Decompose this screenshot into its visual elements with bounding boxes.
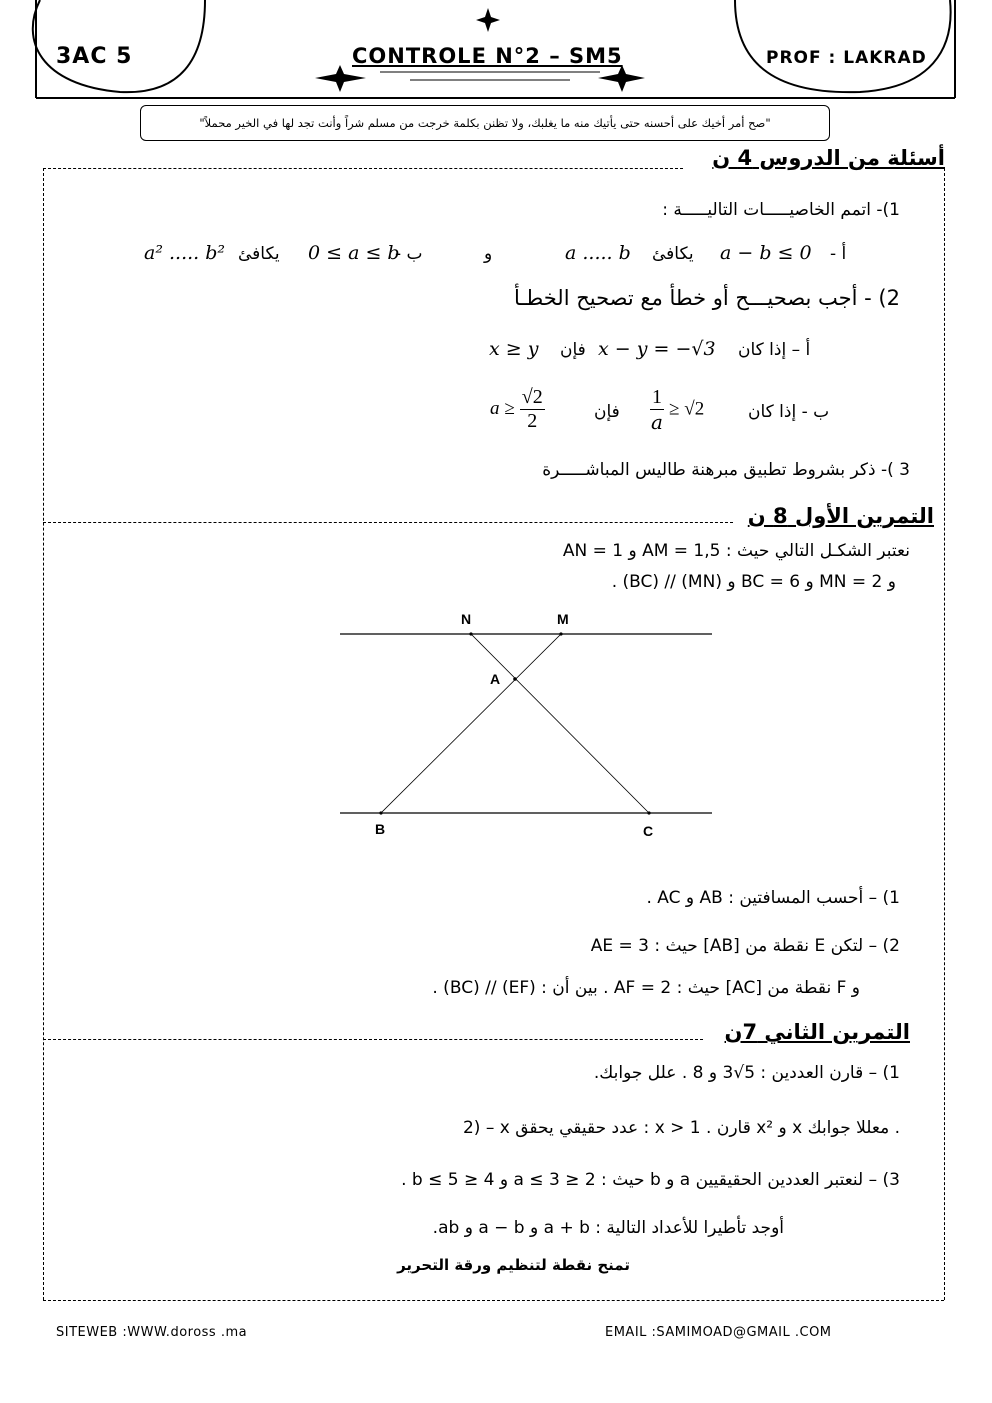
s1-q1a-label: أ - (830, 244, 847, 264)
s3-q3b: أوجد تأطيرا للأعداد التالية : a + b و a − b و ab. (432, 1218, 784, 1238)
point-N (469, 632, 472, 635)
point-C (647, 811, 650, 814)
s1-q2b-cond-den: a (651, 410, 663, 434)
s1-q1b-word: يكافئ (238, 244, 280, 264)
segment-MB (381, 634, 561, 813)
footer-site: SITEWEB :WWW.doross .ma (56, 1325, 248, 1340)
s1-q2: 2) - أجب بصحيـــح أو خطأ مع تصحيح الخطـأ (513, 286, 900, 310)
s1-q2b-then: فإن (594, 402, 620, 422)
s1-q3: 3 )- ذكر بشروط تطبيق مبرهنة طاليس المباشـــــرة (542, 460, 910, 480)
s1-q2a-cond: x − y = −√3 (598, 338, 716, 360)
s1-q2b-res-den: 2 (527, 410, 538, 432)
s2-intro2: و MN = 2 و BC = 6 و (MN) // (BC) . (611, 572, 896, 592)
s1-q2b-res-a: a ≥ (490, 398, 515, 419)
s1-q2a-label: أ – إذا كان (738, 340, 811, 360)
frame-bottom (43, 1300, 944, 1301)
s1-q2a-then: فإن (560, 340, 586, 360)
label-B: B (375, 821, 386, 837)
frame-right (944, 168, 945, 1300)
s2-q2b: و F نقطة من [AC] حيث : AF = 2 . بين أن : (EF) // (BC) . (432, 978, 860, 998)
geometry-figure (330, 605, 730, 845)
segment-NC (471, 634, 649, 813)
s1-q1a-word: يكافئ (652, 244, 694, 264)
s1-q1b-math1: 0 ≤ a ≤ b (308, 242, 400, 264)
s3-note: تمنح نقطة لتنظيم ورقة التحرير (397, 1256, 630, 1274)
section1-title: أسئلة من الدروس 4 ن (712, 146, 945, 170)
point-B (379, 811, 382, 814)
teacher-name: PROF : LAKRAD (766, 48, 927, 68)
label-C: C (643, 823, 654, 839)
s1-q1b-math2: a² ..... b² (144, 242, 226, 264)
label-N: N (461, 611, 472, 627)
section2-title: التمرين الأول 8 ن (747, 504, 934, 528)
s2-q1: 1) – أحسب المسافتين : AB و AC . (646, 888, 900, 908)
s1-q2b-cond (650, 386, 704, 434)
star-icon (476, 8, 500, 32)
s1-q1: 1)- اتمم الخاصيـــــات التاليـــــة : (662, 200, 900, 220)
s1-q2b-label: ب - إذا كان (748, 402, 830, 422)
s1-q2b-cond-rest: ≥ √2 (669, 398, 705, 420)
section2-rule (43, 522, 733, 523)
s1-q2b-res (490, 386, 545, 433)
s3-q1: 1) – قارن العددين : 5√3 و 8 . علل جوابك. (593, 1063, 900, 1083)
s1-q1a-math2: a ..... b (565, 242, 631, 264)
s1-q1-and: و (484, 244, 493, 264)
section3-title: التمرين الثاني 7ن (724, 1020, 910, 1044)
label-M: M (557, 611, 569, 627)
frame-left (43, 168, 44, 1300)
point-M (559, 632, 562, 635)
label-A: A (490, 671, 501, 687)
s1-q2b-res-num: √2 (521, 386, 543, 408)
quote-text: "صح أمر أخيك على أحسنه حتى يأتيك منه ما يغلبك، ولا تظنن بكلمة خرجت من مسلم شراً وأنت تجد لها في الخير محملاً" (199, 116, 771, 130)
s2-q2a: 2) – لتكن E نقطة من [AB] حيث : AE = 3 (590, 936, 900, 956)
footer-email: EMAIL :SAMIMOAD@GMAIL .COM (605, 1325, 832, 1340)
s1-q1b-label: ب - (395, 244, 423, 264)
section1-rule (43, 168, 683, 169)
s3-q3: 3) – لنعتبر العددين الحقيقيين a و b حيث : 2 ≤ a ≤ 3 و 4 ≤ b ≤ 5 . (401, 1170, 900, 1190)
s2-intro1: نعتبر الشكـل التالي حيث : AM = 1,5 و AN = 1 (562, 541, 910, 561)
section3-rule (43, 1039, 703, 1040)
s3-q2: 2) – x عدد حقيقي يحقق : x > 1 . قارن x² و x معللا جوابك . (462, 1118, 900, 1138)
point-A (513, 677, 517, 681)
s1-q2b-cond-num: 1 (652, 386, 662, 408)
star-icon (315, 65, 366, 92)
s1-q2a-res: x ≥ y (489, 338, 539, 360)
s1-q1a-math1: a − b ≤ 0 (720, 242, 812, 264)
exam-title: CONTROLE N°2 – SM5 (352, 44, 623, 68)
class-label: 3AC 5 (56, 44, 133, 69)
star-icon (598, 65, 645, 92)
quote-box (140, 105, 830, 141)
